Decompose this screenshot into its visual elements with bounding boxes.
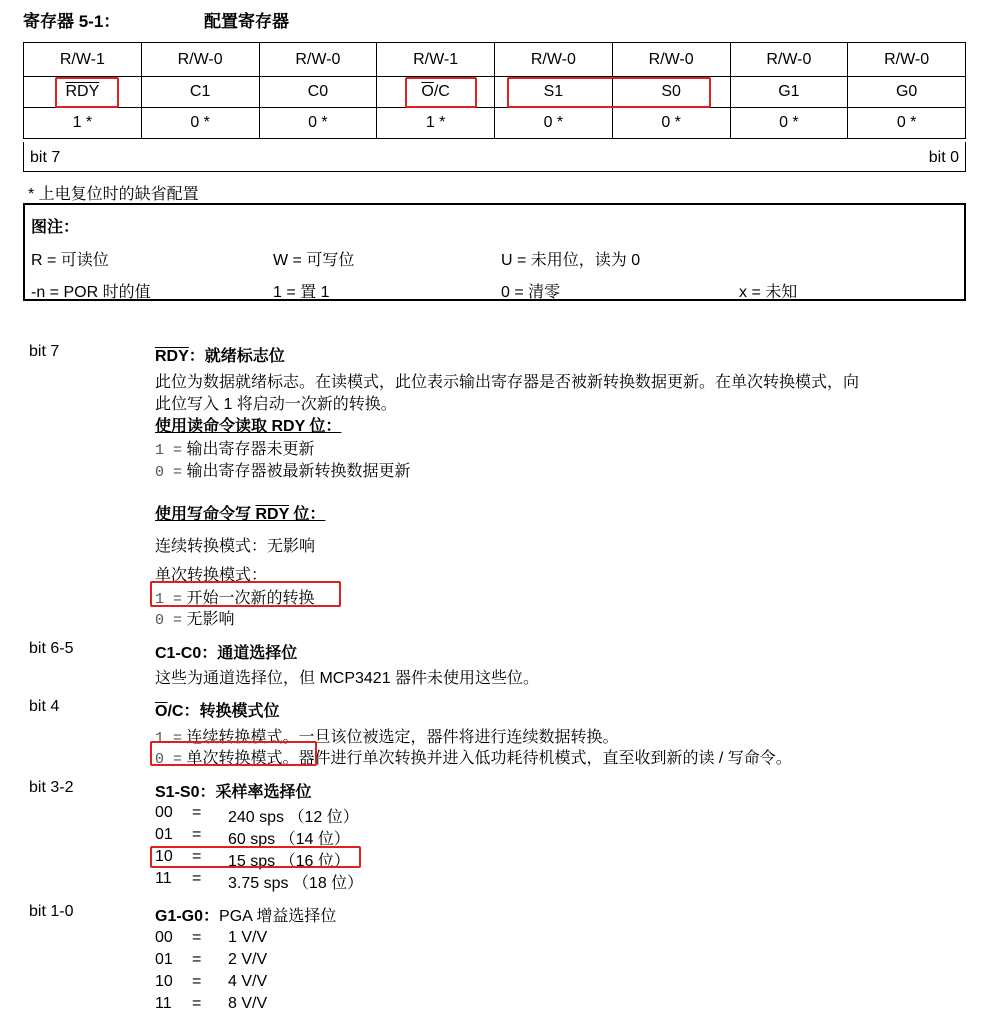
code-value: 1 =	[155, 442, 183, 459]
read-1-text: 输出寄存器未更新	[182, 441, 315, 458]
gain-row	[155, 973, 268, 991]
footnote: * 上电复位时的缺省配置	[28, 186, 199, 203]
default-cell: 1 *	[377, 108, 495, 139]
bit4-title	[155, 698, 279, 721]
bit7-oneshot: 单次转换模式：	[155, 567, 268, 584]
default-cell: 0 *	[259, 108, 377, 139]
register-table	[23, 42, 966, 139]
gain-row	[155, 929, 268, 947]
access-cell: R/W-0	[848, 43, 966, 77]
bit7-read-heading	[155, 413, 341, 436]
bit7-title	[155, 343, 285, 366]
gain-eq: =	[192, 973, 202, 990]
bit-high-label: bit 7	[30, 149, 61, 166]
bit7-label: bit 7	[29, 343, 60, 360]
legend-one: 1 = 置 1	[273, 284, 330, 301]
gain-row	[155, 951, 268, 969]
rate-eq: =	[192, 826, 202, 843]
bit4-l0a-text: 单次转换模式。	[182, 750, 299, 767]
rate-value: 240 sps （12 位）	[228, 809, 359, 826]
oc-overline-part: $\overline{O}$	[421, 83, 434, 100]
legend-w: W = 可写位	[273, 252, 355, 269]
default-cell: 0 *	[495, 108, 613, 139]
gain-eq: =	[192, 929, 202, 946]
legend-x: x = 未知	[739, 284, 798, 301]
highlight-box	[507, 77, 711, 108]
rate-eq: =	[192, 848, 202, 865]
bit7-continuous: 连续转换模式：无影响	[155, 538, 316, 555]
bit4-l0b-text: 器件进行单次转换并进入低功耗待机模式，直至收到新的读 / 写命令。	[298, 750, 792, 767]
access-cell: R/W-0	[141, 43, 259, 77]
rate-code: 10	[155, 848, 173, 865]
register-label: 寄存器 5-1：	[23, 12, 121, 31]
oc-rest-part: /C	[167, 703, 184, 720]
bit65-desc: 这些为通道选择位，但 MCP3421 器件未使用这些位。	[155, 670, 540, 687]
default-cell: 0 *	[730, 108, 848, 139]
gain-code: 01	[155, 951, 173, 968]
access-cell: R/W-0	[730, 43, 848, 77]
write-1-text: 开始一次新的转换	[182, 590, 315, 607]
rate-eq: =	[192, 870, 202, 887]
default-cell: 0 *	[141, 108, 259, 139]
legend-title: 图注：	[31, 219, 80, 236]
oc-overline-part: $\overline{O}$	[155, 703, 168, 720]
default-cell: 1 *	[24, 108, 142, 139]
register-title: 配置寄存器	[204, 12, 289, 31]
default-cell: 0 *	[612, 108, 730, 139]
bit10-title-rest: PGA 增益选择位	[219, 908, 337, 925]
rdy-name: $\overline{RDY}$	[155, 348, 189, 365]
bit65-label: bit 6-5	[29, 640, 74, 657]
bit4-label: bit 4	[29, 698, 60, 715]
rdy-name: RDY	[255, 506, 289, 523]
oc-name	[155, 703, 183, 720]
bit10-label: bit 1-0	[29, 903, 74, 920]
gain-eq: =	[192, 995, 202, 1012]
highlight-box	[150, 846, 361, 868]
highlight-box	[405, 77, 477, 108]
gain-value: 2 V/V	[228, 951, 268, 968]
rate-row	[155, 804, 359, 826]
rate-value: 3.75 sps （18 位）	[228, 875, 364, 892]
gain-code: 10	[155, 973, 173, 990]
bit-name-cell: S1	[495, 77, 613, 108]
gain-value: 8 V/V	[228, 995, 268, 1012]
default-cell: 0 *	[848, 108, 966, 139]
code-value: 0 =	[155, 612, 183, 629]
bit-name: $\overline{RDY}$	[65, 83, 100, 100]
bit-index-row	[23, 142, 966, 172]
write-post: 位：	[288, 506, 326, 523]
read-0-text: 输出寄存器被最新转换数据更新	[182, 463, 411, 480]
read-post: 位：	[304, 418, 342, 435]
rdy-name: RDY	[271, 418, 305, 435]
bit7-write-heading	[155, 501, 325, 524]
gain-row	[155, 995, 268, 1013]
oc-rest-part: /C	[433, 83, 450, 100]
legend-u: U = 未用位，读为 0	[501, 252, 641, 269]
rate-code: 11	[155, 870, 172, 887]
bit7-write-0	[155, 606, 234, 629]
bit4-title-suffix: ：转换模式位	[183, 703, 280, 720]
bit-name-cell: G0	[848, 77, 966, 108]
code-value: 1 =	[155, 591, 183, 608]
bit65-title: C1-C0：通道选择位	[155, 645, 298, 662]
bit10-title-bold: G1-G0：	[155, 908, 220, 925]
bit32-label: bit 3-2	[29, 779, 74, 796]
bit-name-cell: C1	[141, 77, 259, 108]
legend-box	[23, 203, 966, 301]
bit-name-cell: C0	[259, 77, 377, 108]
code-value: 1 =	[155, 730, 183, 747]
gain-value: 4 V/V	[228, 973, 268, 990]
rate-value: 15 sps （16 位）	[228, 853, 350, 870]
read-pre: 使用读命令读取	[155, 418, 272, 435]
code-value: 0 =	[155, 464, 183, 481]
bit7-desc-1: 此位为数据就绪标志。在读模式，此位表示输出寄存器是否被新转换数据更新。在单次转换模式，向	[155, 374, 860, 391]
bit4-l1-text: 连续转换模式。一旦该位被选定，器件将进行连续数据转换。	[182, 729, 619, 746]
bit-low-label: bit 0	[928, 149, 959, 166]
code-value: 0 =	[155, 751, 183, 768]
access-cell: R/W-0	[259, 43, 377, 77]
highlight-box	[150, 741, 317, 766]
rate-eq: =	[192, 804, 202, 821]
rate-row	[155, 870, 364, 892]
access-cell: R/W-1	[377, 43, 495, 77]
gain-eq: =	[192, 951, 202, 968]
bit7-read-0	[155, 458, 410, 481]
gain-code: 11	[155, 995, 172, 1012]
bit-name-cell: S0	[612, 77, 730, 108]
bit7-desc-2: 此位写入 1 将启动一次新的转换。	[155, 396, 397, 413]
access-cell: R/W-1	[24, 43, 142, 77]
rate-code: 00	[155, 804, 173, 821]
bit10-title	[155, 903, 336, 926]
access-cell: R/W-0	[495, 43, 613, 77]
write-pre: 使用写命令写	[155, 506, 256, 523]
gain-code: 00	[155, 929, 173, 946]
bit7-read-1	[155, 436, 314, 459]
bit32-title: S1-S0：采样率选择位	[155, 784, 312, 801]
access-cell: R/W-0	[612, 43, 730, 77]
highlight-box	[150, 581, 341, 607]
rate-code: 01	[155, 826, 173, 843]
highlight-box	[55, 77, 119, 108]
rate-value: 60 sps （14 位）	[228, 831, 350, 848]
legend-r: R = 可读位	[31, 252, 109, 269]
gain-value: 1 V/V	[228, 929, 268, 946]
bit7-title-suffix: ：就绪标志位	[188, 348, 285, 365]
legend-n: -n = POR 时的值	[31, 284, 151, 301]
bit-name-cell: G1	[730, 77, 848, 108]
write-0-text: 无影响	[182, 611, 235, 628]
legend-zero: 0 = 清零	[501, 284, 561, 301]
rate-row	[155, 826, 350, 848]
